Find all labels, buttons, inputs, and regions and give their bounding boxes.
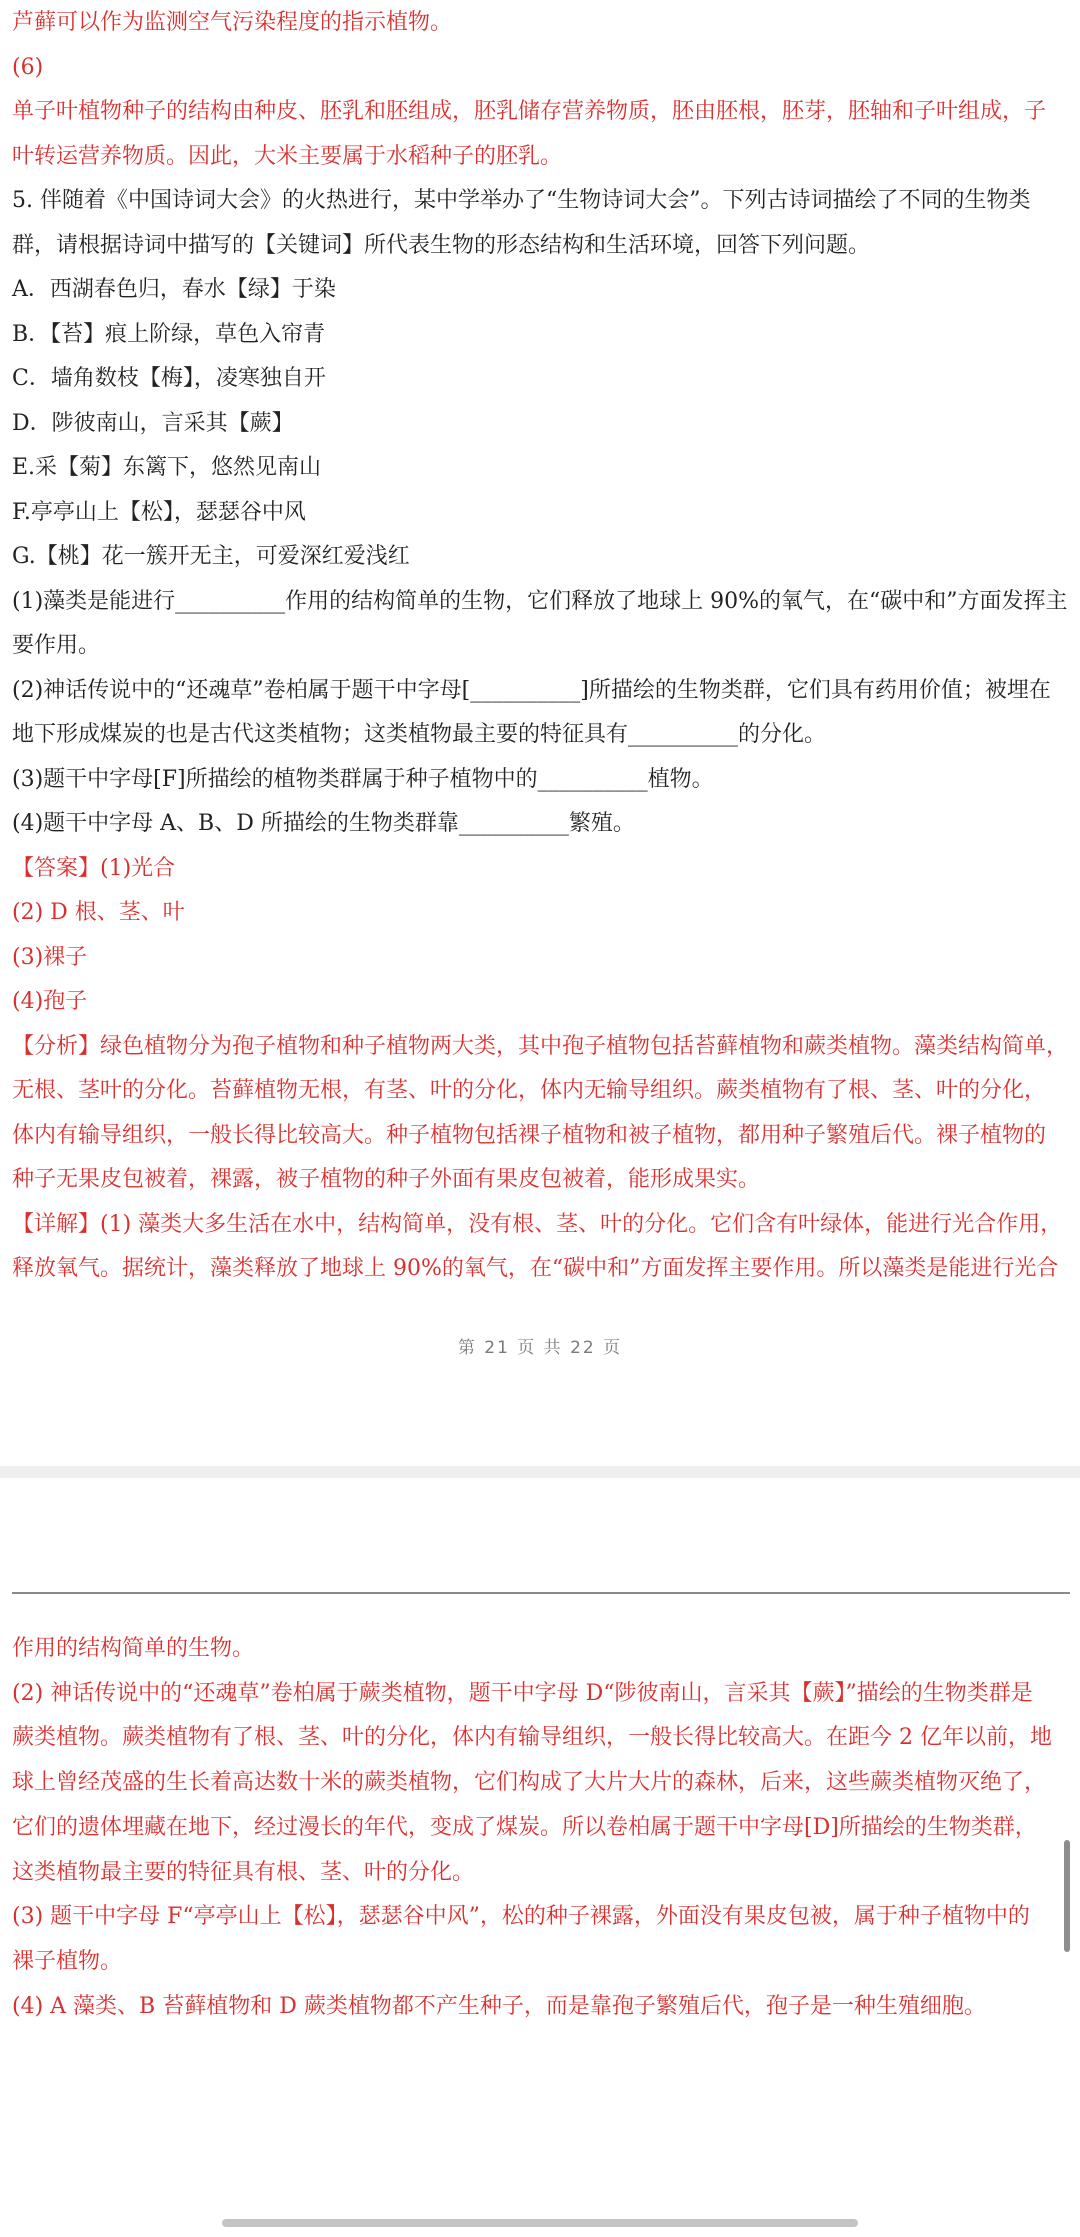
text-line: 【答案】(1)光合 [12,855,176,881]
text-line: (4)题干中字母 A、B、D 所描绘的生物类群靠__________繁殖。 [12,811,635,836]
text-line: 种子无果皮包被着，裸露，被子植物的种子外面有果皮包被着，能形成果实。 [12,1167,761,1192]
text-line: B．【苔】痕上阶绿，草色入帘青 [12,321,326,347]
text-line: (2) 神话传说中的“还魂草”卷柏属于蕨类植物，题干中字母 D“陟彼南山，言采其【蕨】”描绘的生物类群是 [12,1680,1033,1706]
text-line: 作用的结构简单的生物。 [12,1636,255,1661]
text-line: 释放氧气。据统计，藻类释放了地球上 90%的氧气，在“碳中和”方面发挥主要作用。所以藻类是能进行光合 [12,1256,1059,1281]
text-line: 球上曾经茂盛的生长着高达数十米的蕨类植物，它们构成了大片大片的森林，后来，这些蕨类植物灭绝了， [12,1770,1047,1796]
text-line: (3) 题干中字母 F“亭亭山上【松】，瑟瑟谷中风”，松的种子裸露，外面没有果皮包被，属于种子植物中的 [12,1904,1030,1930]
text-line: 群，请根据诗词中描写的【关键词】所代表生物的形态结构和生活环境，回答下列问题。 [12,232,871,258]
text-line: (4)孢子 [12,989,88,1014]
text-line: 无根、茎叶的分化。苔藓植物无根，有茎、叶的分化，体内无输导组织。蕨类植物有了根、茎、叶的分化， [12,1078,1047,1103]
text-line: (3)裸子 [12,944,88,970]
page-number-footer: 第 21 页 共 22 页 [457,1338,623,1358]
document-page-22 [0,1478,1080,2237]
text-line: 裸子植物。 [12,1948,123,1974]
text-line: (3)题干中字母[F]所描绘的植物类群属于种子植物中的__________植物。 [12,766,714,792]
text-line: C．墙角数枝【梅】，凌寒独自开 [12,366,326,391]
header-rule [12,1592,1070,1594]
text-line: E.采【菊】东篱下，悠然见南山 [12,455,322,480]
text-line: 体内有输导组织，一般长得比较高大。种子植物包括裸子植物和被子植物，都用种子繁殖后代。裸子植物的 [12,1122,1047,1148]
text-line: 这类植物最主要的特征具有根、茎、叶的分化。 [12,1859,475,1885]
text-line: D．陟彼南山，言采其【蕨】 [12,410,294,436]
text-line: (6) [12,54,44,80]
vertical-scrollbar[interactable] [1064,1840,1070,1952]
page-separator [0,1466,1080,1478]
text-line: (1)藻类是能进行__________作用的结构简单的生物，它们释放了地球上 90%的氧气，在“碳中和”方面发挥主 [12,588,1068,614]
text-line: 地下形成煤炭的也是古代这类植物；这类植物最主要的特征具有__________的分化。 [12,722,827,747]
text-line: 单子叶植物种子的结构由种皮、胚乳和胚组成，胚乳储存营养物质，胚由胚根，胚芽，胚轴和子叶组成，子 [12,99,1047,124]
text-line: G.【桃】花一簇开无主，可爱深红爱浅红 [12,544,410,569]
text-line: 要作用。 [12,633,101,658]
text-line: 5. 伴随着《中国诗词大会》的火热进行，某中学举办了“生物诗词大会”。下列古诗词描绘了不同的生物类 [12,188,1031,213]
text-line: (2) D 根、茎、叶 [12,900,185,925]
text-line: (4) A 藻类、B 苔藓植物和 D 蕨类植物都不产生种子，而是靠孢子繁殖后代，孢子是一种生殖细胞。 [12,1993,986,2019]
text-line: 蕨类植物。蕨类植物有了根、茎、叶的分化，体内有输导组织，一般长得比较高大。在距今 2 亿年以前，地 [12,1725,1052,1751]
text-line: A．西湖春色归，春水【绿】于染 [12,277,336,302]
text-line: 【详解】(1) 藻类大多生活在水中，结构简单，没有根、茎、叶的分化。它们含有叶绿体，能进行光合作用， [12,1211,1063,1237]
text-line: (2)神话传说中的“还魂草”卷柏属于题干中字母[__________]所描绘的生物类群，它们具有药用价值；被埋在 [12,677,1051,703]
text-line: 它们的遗体埋藏在地下，经过漫长的年代，变成了煤炭。所以卷柏属于题干中字母[D]所描绘的生物类群， [12,1814,1037,1840]
text-line: 芦藓可以作为监测空气污染程度的指示植物。 [12,10,453,35]
home-indicator-bar[interactable] [222,2219,858,2227]
text-line: 【分析】绿色植物分为孢子植物和种子植物两大类，其中孢子植物包括苔藓植物和蕨类植物。藻类结构简单， [12,1033,1069,1059]
text-line: 叶转运营养物质。因此，大米主要属于水稻种子的胚乳。 [12,143,563,169]
text-line: F.亭亭山上【松】，瑟瑟谷中风 [12,499,306,525]
